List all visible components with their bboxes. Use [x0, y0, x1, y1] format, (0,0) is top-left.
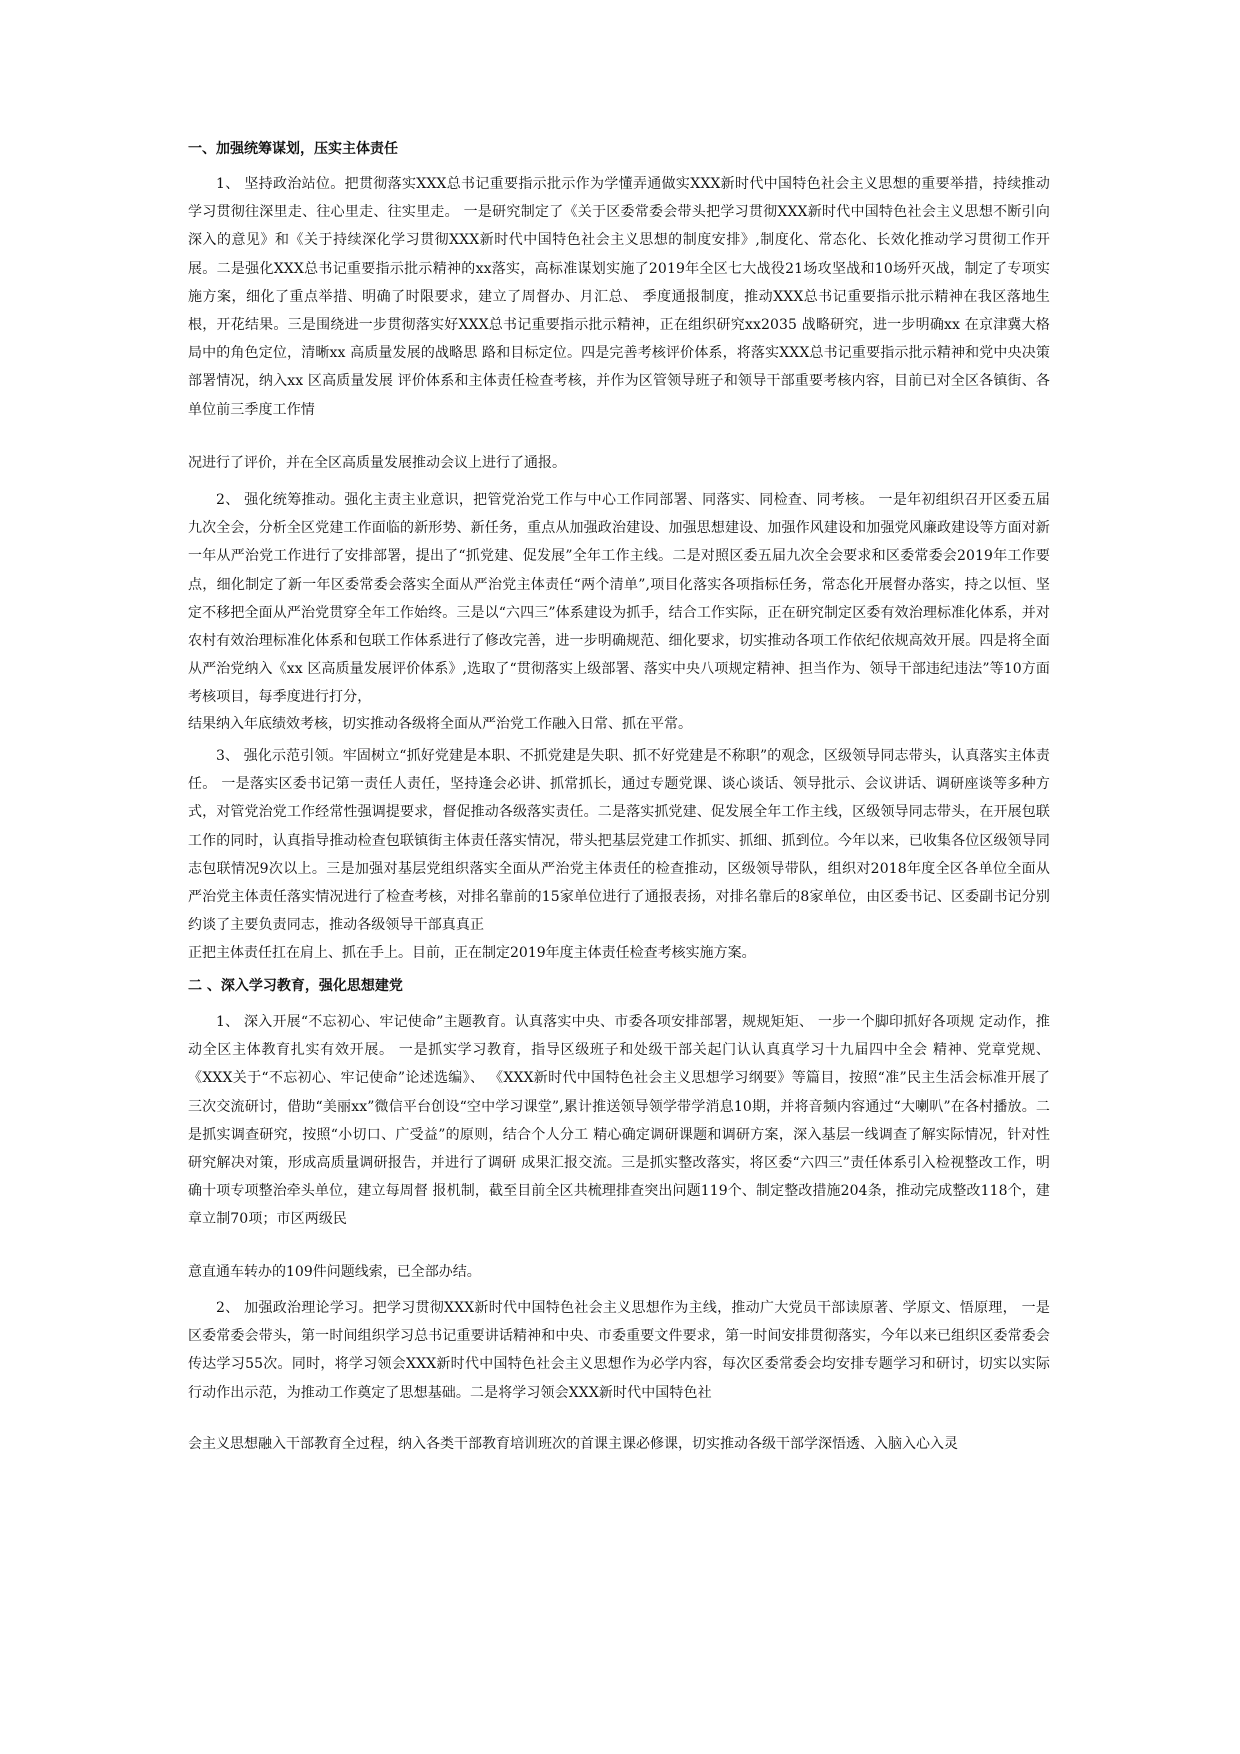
- section-1-item-3: 3、 强化示范引领。牢固树立“抓好党建是本职、不抓党建是失职、抓不好党建是不称职”的观念，区级领导同志带头，认真落实主体责任。 一是落实区委书记第一责任人责任，坚持逢会必讲、抓常抓长，通过专题党课、谈心谈话、领导批示、会议讲话、调研座谈等多种方式，对管党治党工作经常性强调提要求，督促推动各级落实责任。二是落实抓党建、促发展全年工作主线，区级领导同志带头，在开展包联工作的同时，认真指导推动检查包联镇街主体责任落实情况，带头把基层党建工作抓实、抓细、抓到位。今年以来，已收集各位区级领导同志包联情况9次以上。三是加强对基层党组织落实全面从严治党主体责任的检查推动，区级领导带队，组织对2018年度全区各单位全面从严治党主体责任落实情况进行了检查考核，对排名靠前的15家单位进行了通报表扬，对排名靠后的8家单位，由区委书记、区委副书记分别约谈了主要负责同志，推动各级领导干部真真正: [188, 748, 1050, 934]
- section-2-item-1: 1、 深入开展“不忘初心、牢记使命”主题教育。认真落实中央、市委各项安排部署，规规矩矩、 一步一个脚印抓好各项规 定动作，推动全区主体教育扎实有效开展。 一是抓实学习教育，指导区级班子和处级干部关起门认认真真学习十九届四中全会 精神、党章党规、 《XXX关于“不忘初心、牢记使命”论述选编》、 《XXX新时代中国特色社会主义思想学习纲要》等篇目，按照“准”民主生活会标准开展了三次交流研讨，借助“美丽xx”微信平台创设“空中学习课堂”,累计推送领导领学带学消息10期，并将音频内容通过“大喇叭”在各村播放。二是抓实调查研究，按照“小切口、广受益”的原则，结合个人分工 精心确定调研课题和调研方案，深入基层一线调查了解实际情况，针对性研究解决对策，形成高质量调研报告，并进行了调研 成果汇报交流。三是抓实整改落实，将区委“六四三”责任体系引入检视整改工作，明确十项专项整治牵头单位，建立每周督 报机制，截至目前全区共梳理排查突出问题119个、制定整改措施204条，推动完成整改118个，建章立制70项；市区两级民: [188, 1014, 1050, 1228]
- section-1-item-2: 2、 强化统筹推动。强化主责主业意识，把管党治党工作与中心工作同部署、同落实、同检查、同考核。 一是年初组织召开区委五届九次全会，分析全区党建工作面临的新形势、新任务，重点从加强政治建设、加强思想建设、加强作风建设和加强党风廉政建设等方面对新一年从严治党工作进行了安排部署，提出了“抓党建、促发展”全年工作主线。二是对照区委五届九次全会要求和区委常委会2019年工作要点，细化制定了新一年区委常委会落实全面从严治党主体责任“两个清单”,项目化落实各项指标任务，常态化开展督办落实，持之以恒、坚定不移把全面从严治党贯穿全年工作始终。三是以“六四三”体系建设为抓手，结合工作实际，正在研究制定区委有效治理标准化体系，并对农村有效治理标准化体系和包联工作体系进行了修改完善，进一步明确规范、细化要求，切实推动各项工作依纪依规高效开展。四是将全面从严治党纳入《xx 区高质量发展评价体系》,选取了“贯彻落实上级部署、落实中央八项规定精神、担当作为、领导干部违纪违法”等10方面考核项目，每季度进行打分，: [188, 492, 1050, 706]
- section-1-title: 一、加强统筹谋划，压实主体责任: [188, 141, 398, 157]
- section-1-item-1-continuation: 况进行了评价，并在全区高质量发展推动会议上进行了通报。: [188, 455, 566, 471]
- section-1-item-3-continuation: 正把主体责任扛在肩上、抓在手上。目前，正在制定2019年度主体责任检查考核实施方案。: [188, 945, 756, 961]
- section-2-item-2-continuation: 会主义思想融入干部教育全过程，纳入各类干部教育培训班次的首课主课必修课，切实推动各级干部学深悟透、入脑入心入灵: [188, 1436, 958, 1452]
- section-2-item-1-continuation: 意直通车转办的109件问题线索，已全部办结。: [188, 1264, 481, 1280]
- section-2-title: 二 、深入学习教育，强化思想建党: [188, 978, 403, 994]
- section-1-item-1: 1、 坚持政治站位。把贯彻落实XXX总书记重要指示批示作为学懂弄通做实XXX新时代中国特色社会主义思想的重要举措，持续推动学习贯彻往深里走、往心里走、往实里走。 一是研究制定了《关于区委常委会带头把学习贯彻XXX新时代中国特色社会主义思想不断引向深入的意见》和《关于持续深化学习贯彻XXX新时代中国特色社会主义思想的制度安排》,制度化、常态化、长效化推动学习贯彻工作开展。二是强化XXX总书记重要指示批示精神的xx落实，高标准谋划实施了2019年全区七大战役21场攻坚战和10场歼灭战，制定了专项实施方案，细化了重点举措、明确了时限要求，建立了周督办、月汇总、 季度通报制度，推动XXX总书记重要指示批示精神在我区落地生根，开花结果。三是围绕进一步贯彻落实好XXX总书记重要指示批示精神，正在组织研究xx2035 战略研究，进一步明确xx 在京津冀大格局中的角色定位，清晰xx 高质量发展的战略思 路和目标定位。四是完善考核评价体系，将落实XXX总书记重要指示批示精神和党中央决策部署情况，纳入xx 区高质量发展 评价体系和主体责任检查考核，并作为区管领导班子和领导干部重要考核内容，目前已对全区各镇街、各单位前三季度工作情: [188, 176, 1050, 418]
- section-2-item-2: 2、 加强政治理论学习。把学习贯彻XXX新时代中国特色社会主义思想作为主线，推动广大党员干部读原著、学原文、悟原理， 一是区委常委会带头，第一时间组织学习总书记重要讲话精神和中央、市委重要文件要求，第一时间安排贯彻落实，今年以来已组织区委常委会传达学习55次。同时，将学习领会XXX新时代中国特色社会主义思想作为必学内容，每次区委常委会均安排专题学习和研讨，切实以实际行动作出示范，为推动工作奠定了思想基础。二是将学习领会XXX新时代中国特色社: [188, 1300, 1050, 1401]
- section-1-item-2-continuation: 结果纳入年底绩效考核，切实推动各级将全面从严治党工作融入日常、抓在平常。: [188, 716, 692, 732]
